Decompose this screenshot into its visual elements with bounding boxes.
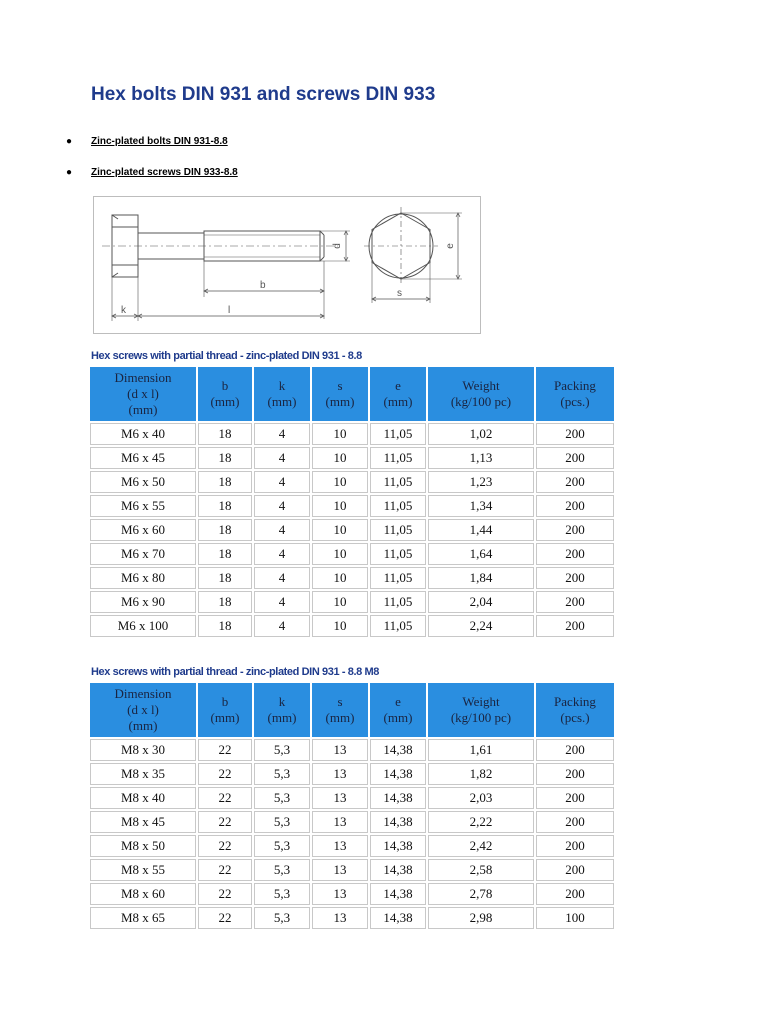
table-caption-m6: Hex screws with partial thread - zinc-plated DIN 931 - 8.8 [91,350,362,362]
table-row [90,447,614,469]
cell-k: 5,3 [254,883,310,905]
header-dimension [90,367,196,421]
spec-table-m8 [88,681,616,931]
header-line: s [337,694,343,709]
cell-b: 22 [198,763,252,785]
cell-b: 18 [198,543,252,565]
header-k [254,367,310,421]
cell-e: 11,05 [370,543,426,565]
cell-k: 5,3 [254,835,310,857]
bolt-shank [102,231,338,261]
cell-weight: 1,34 [428,495,534,517]
header-s [312,367,368,421]
cell-k: 4 [254,471,310,493]
table-header-row [90,367,614,421]
header-packing [536,683,614,737]
cell-packing: 200 [536,567,614,589]
header-e [370,367,426,421]
header-line: (d x l) [127,386,159,401]
cell-b: 18 [198,615,252,637]
cell-k: 4 [254,567,310,589]
cell-packing: 200 [536,787,614,809]
table-row [90,787,614,809]
label-k: k [121,305,126,316]
link-zinc-plated-screws[interactable]: Zinc-plated screws DIN 933-8.8 [91,167,238,178]
bullet-dot-icon: ● [66,167,73,178]
table-row [90,519,614,541]
table-row [90,471,614,493]
header-line: Packing [554,378,596,393]
cell-s: 10 [312,519,368,541]
cell-weight: 2,22 [428,811,534,833]
cell-weight: 1,44 [428,519,534,541]
header-line: (mm) [267,394,297,409]
cell-e: 14,38 [370,787,426,809]
cell-e: 11,05 [370,615,426,637]
cell-k: 5,3 [254,739,310,761]
cell-e: 14,38 [370,907,426,929]
cell-packing: 200 [536,495,614,517]
cell-dimension: M8 x 45 [90,811,196,833]
table-row [90,567,614,589]
spec-table-m6 [88,365,616,639]
table-row [90,543,614,565]
cell-k: 5,3 [254,907,310,929]
cell-k: 4 [254,519,310,541]
cell-dimension: M8 x 55 [90,859,196,881]
cell-s: 10 [312,471,368,493]
header-packing [536,367,614,421]
cell-packing: 200 [536,447,614,469]
cell-e: 14,38 [370,811,426,833]
header-line: k [278,694,286,709]
cell-weight: 1,02 [428,423,534,445]
cell-s: 10 [312,423,368,445]
cell-s: 10 [312,567,368,589]
cell-k: 5,3 [254,763,310,785]
cell-dimension: M6 x 60 [90,519,196,541]
cell-weight: 2,04 [428,591,534,613]
cell-k: 4 [254,495,310,517]
cell-weight: 1,84 [428,567,534,589]
header-line: (mm) [128,718,158,733]
cell-s: 13 [312,835,368,857]
cell-k: 4 [254,423,310,445]
label-l: l [228,305,231,316]
cell-k: 5,3 [254,859,310,881]
table-row [90,907,614,929]
cell-b: 18 [198,495,252,517]
cell-b: 22 [198,907,252,929]
cell-s: 10 [312,447,368,469]
cell-k: 4 [254,543,310,565]
header-line: s [337,378,343,393]
header-line: (mm) [267,710,297,725]
header-s [312,683,368,737]
header-line: (mm) [128,402,158,417]
cell-b: 18 [198,447,252,469]
dimension-l [112,277,324,321]
cell-weight: 2,42 [428,835,534,857]
cell-s: 13 [312,787,368,809]
header-line: (kg/100 pc) [450,394,512,409]
header-b [198,367,252,421]
cell-packing: 200 [536,859,614,881]
cell-e: 14,38 [370,763,426,785]
header-line: Weight [462,378,500,393]
cell-dimension: M8 x 60 [90,883,196,905]
cell-e: 11,05 [370,447,426,469]
header-line: Weight [462,694,500,709]
cell-b: 22 [198,787,252,809]
header-line: b [221,378,229,393]
header-line: Dimension [114,370,172,385]
cell-dimension: M6 x 100 [90,615,196,637]
header-weight [428,367,534,421]
cell-e: 11,05 [370,519,426,541]
header-line: (d x l) [127,702,159,717]
header-line: k [278,378,286,393]
cell-packing: 200 [536,423,614,445]
cell-dimension: M6 x 90 [90,591,196,613]
cell-b: 22 [198,811,252,833]
cell-dimension: M8 x 50 [90,835,196,857]
bolt-head-end [364,207,438,285]
page-title: Hex bolts DIN 931 and screws DIN 933 [91,84,436,105]
table-row [90,763,614,785]
cell-k: 4 [254,615,310,637]
cell-b: 18 [198,567,252,589]
cell-dimension: M6 x 80 [90,567,196,589]
cell-e: 14,38 [370,883,426,905]
cell-packing: 200 [536,763,614,785]
cell-weight: 2,03 [428,787,534,809]
table-row [90,591,614,613]
header-line: (mm) [210,710,240,725]
label-d: d [332,243,343,249]
table-row [90,835,614,857]
bolt-dimension-diagram [93,196,481,334]
header-line: (mm) [383,710,413,725]
cell-dimension: M8 x 40 [90,787,196,809]
cell-packing: 200 [536,591,614,613]
table-row [90,615,614,637]
cell-s: 13 [312,739,368,761]
header-line: e [395,694,401,709]
cell-weight: 1,23 [428,471,534,493]
cell-packing: 200 [536,519,614,541]
label-b: b [260,280,266,291]
header-line: (pcs.) [560,394,590,409]
cell-dimension: M8 x 35 [90,763,196,785]
cell-packing: 200 [536,471,614,493]
cell-e: 11,05 [370,495,426,517]
cell-b: 18 [198,591,252,613]
cell-packing: 200 [536,543,614,565]
cell-s: 13 [312,907,368,929]
header-e [370,683,426,737]
cell-weight: 1,82 [428,763,534,785]
cell-packing: 200 [536,835,614,857]
cell-e: 11,05 [370,567,426,589]
bolt-drawing [94,197,480,333]
header-line: (mm) [325,710,355,725]
cell-weight: 1,13 [428,447,534,469]
cell-packing: 200 [536,883,614,905]
table-row [90,811,614,833]
header-line: Packing [554,694,596,709]
cell-dimension: M8 x 30 [90,739,196,761]
table-row [90,859,614,881]
cell-s: 13 [312,883,368,905]
cell-b: 22 [198,883,252,905]
table-header-row [90,683,614,737]
cell-packing: 200 [536,811,614,833]
cell-weight: 2,78 [428,883,534,905]
cell-packing: 100 [536,907,614,929]
cell-e: 14,38 [370,835,426,857]
cell-dimension: M8 x 65 [90,907,196,929]
cell-s: 13 [312,859,368,881]
cell-dimension: M6 x 40 [90,423,196,445]
table-caption-m8: Hex screws with partial thread - zinc-plated DIN 931 - 8.8 M8 [91,666,379,678]
cell-weight: 2,58 [428,859,534,881]
cell-k: 4 [254,591,310,613]
table-row [90,883,614,905]
cell-b: 18 [198,519,252,541]
cell-weight: 1,61 [428,739,534,761]
cell-k: 5,3 [254,811,310,833]
cell-s: 10 [312,615,368,637]
cell-b: 22 [198,835,252,857]
header-dimension [90,683,196,737]
cell-packing: 200 [536,739,614,761]
header-line: (pcs.) [560,710,590,725]
cell-b: 22 [198,859,252,881]
header-line: (mm) [325,394,355,409]
cell-e: 14,38 [370,739,426,761]
bullet-dot-icon: ● [66,136,73,147]
header-line: (mm) [383,394,413,409]
header-b [198,683,252,737]
cell-weight: 2,24 [428,615,534,637]
cell-dimension: M6 x 45 [90,447,196,469]
cell-s: 13 [312,811,368,833]
cell-s: 10 [312,543,368,565]
cell-weight: 1,64 [428,543,534,565]
header-line: Dimension [114,686,172,701]
cell-e: 11,05 [370,423,426,445]
cell-b: 18 [198,471,252,493]
cell-e: 14,38 [370,859,426,881]
cell-packing: 200 [536,615,614,637]
cell-s: 13 [312,763,368,785]
cell-e: 11,05 [370,591,426,613]
cell-dimension: M6 x 50 [90,471,196,493]
table-row [90,423,614,445]
cell-s: 10 [312,495,368,517]
header-line: (mm) [210,394,240,409]
cell-s: 10 [312,591,368,613]
cell-k: 5,3 [254,787,310,809]
cell-dimension: M6 x 55 [90,495,196,517]
header-line: e [395,378,401,393]
label-s: s [397,288,402,299]
header-weight [428,683,534,737]
cell-k: 4 [254,447,310,469]
cell-dimension: M6 x 70 [90,543,196,565]
label-e: e [445,243,456,249]
cell-b: 22 [198,739,252,761]
header-line: b [221,694,229,709]
cell-e: 11,05 [370,471,426,493]
table-row [90,495,614,517]
header-line: (kg/100 pc) [450,710,512,725]
link-zinc-plated-bolts[interactable]: Zinc-plated bolts DIN 931-8.8 [91,136,228,147]
header-k [254,683,310,737]
cell-weight: 2,98 [428,907,534,929]
cell-b: 18 [198,423,252,445]
table-row [90,739,614,761]
